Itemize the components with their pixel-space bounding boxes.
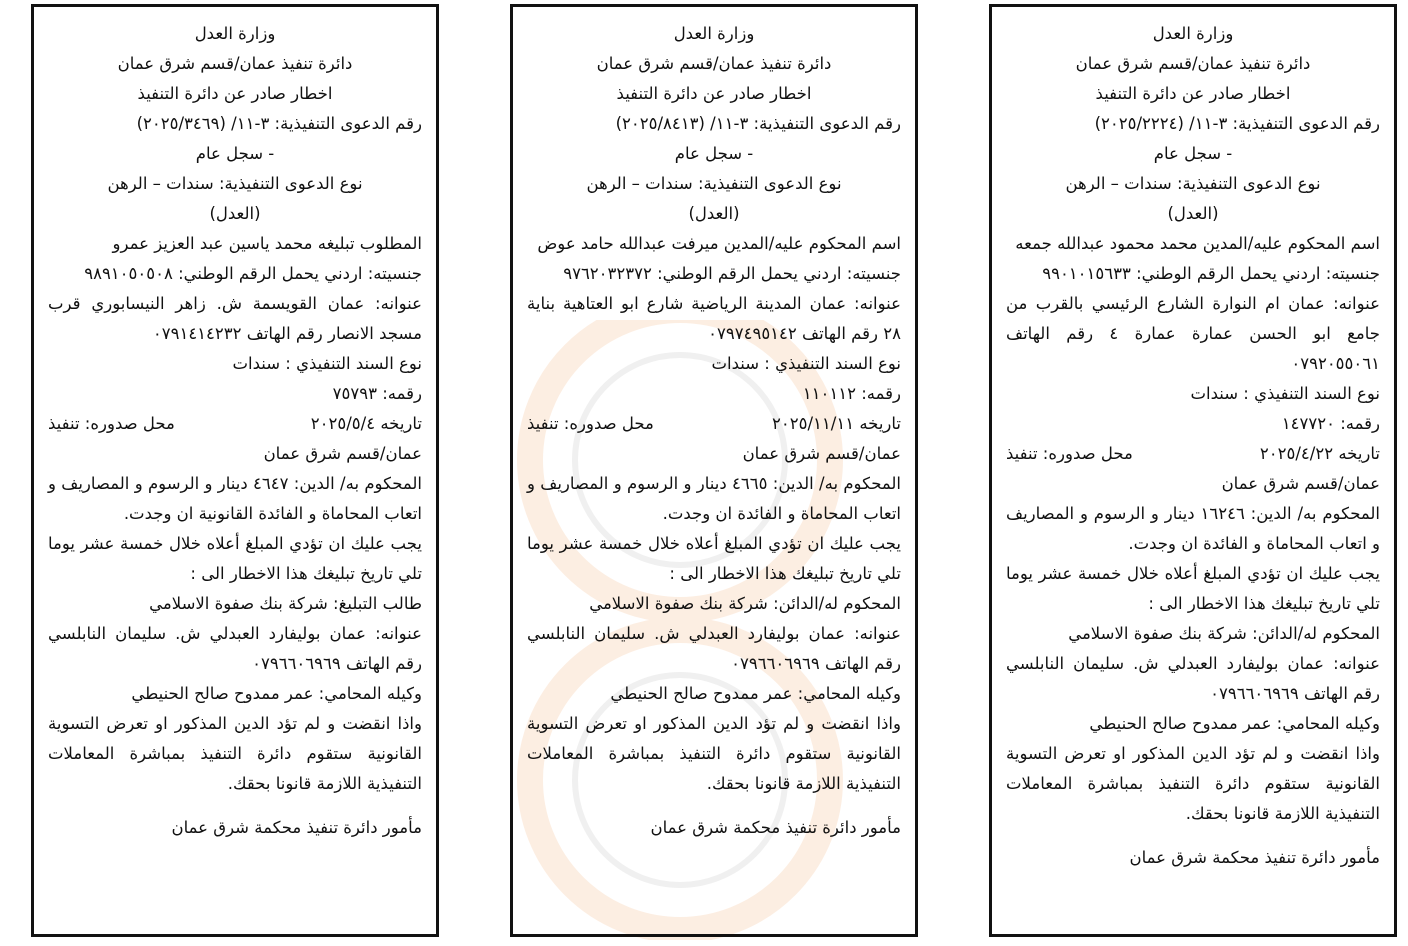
notice-middle	[510, 4, 918, 937]
notice-title: اخطار صادر عن دائرة التنفيذ	[1095, 84, 1291, 103]
nationality: جنسيته: اردني يحمل الرقم الوطني: ٩٩٠١٠١٥٦٣٣	[1042, 264, 1380, 283]
notice-left	[31, 4, 439, 937]
instrument-number: رقمه: ٧٥٧٩٣	[332, 384, 422, 403]
date-row	[1006, 439, 1380, 469]
issue-place-label: محل صدوره: تنفيذ	[527, 414, 654, 433]
signature: مأمور دائرة تنفيذ محكمة شرق عمان	[650, 818, 901, 837]
registry: - سجل عام	[674, 144, 754, 163]
debtor: اسم المحكوم عليه/المدين ميرفت عبدالله حامد عوض	[537, 234, 901, 253]
nationality: جنسيته: اردني يحمل الرقم الوطني: ٩٧٦٢٠٣٢٣٧٢	[563, 264, 901, 283]
demand: يجب عليك ان تؤدي المبلغ أعلاه خلال خمسة عشر يوما تلي تاريخ تبليغك هذا الاخطار الى :	[48, 534, 422, 583]
department: دائرة تنفيذ عمان/قسم شرق عمان	[1075, 54, 1311, 73]
ministry: وزارة العدل	[673, 24, 755, 43]
warning: واذا انقضت و لم تؤد الدين المذكور او تعرض التسوية القانونية ستقوم دائرة التنفيذ بمباشرة المعاملات التنفيذية اللازمة قانونا بحقك.	[48, 714, 422, 793]
case-type: نوع الدعوى التنفيذية: سندات – الرهن	[586, 174, 842, 193]
department: دائرة تنفيذ عمان/قسم شرق عمان	[596, 54, 832, 73]
notice-title: اخطار صادر عن دائرة التنفيذ	[137, 84, 333, 103]
demand: يجب عليك ان تؤدي المبلغ أعلاه خلال خمسة عشر يوما تلي تاريخ تبليغك هذا الاخطار الى :	[1006, 564, 1380, 613]
registry: - سجل عام	[195, 144, 275, 163]
instrument-number: رقمه: ١١٠١١٢	[802, 384, 901, 403]
registry: - سجل عام	[1153, 144, 1233, 163]
issue-place: عمان/قسم شرق عمان	[1221, 474, 1380, 493]
issue-place-label: محل صدوره: تنفيذ	[48, 414, 175, 433]
case-number: رقم الدعوى التنفيذية: ٣-١١/ (٢٠٢٥/٣٤٦٩)	[136, 114, 422, 133]
creditor: المحكوم له/الدائن: شركة بنك صفوة الاسلامي	[1068, 624, 1380, 643]
signature: مأمور دائرة تنفيذ محكمة شرق عمان	[1129, 848, 1380, 867]
notice-title: اخطار صادر عن دائرة التنفيذ	[616, 84, 812, 103]
date-row	[527, 409, 901, 439]
issue-place-label: محل صدوره: تنفيذ	[1006, 444, 1133, 463]
lawyer: وكيله المحامي: عمر ممدوح صالح الحنيطي	[131, 684, 422, 703]
judgment: المحكوم به/ الدين: ١٦٢٤٦ دينار و الرسوم و المصاريف و اتعاب المحاماة و الفائدة ان وجدت.	[1006, 504, 1380, 553]
case-type-note: (العدل)	[1167, 204, 1219, 223]
case-type: نوع الدعوى التنفيذية: سندات – الرهن	[1065, 174, 1321, 193]
issue-place: عمان/قسم شرق عمان	[263, 444, 422, 463]
nationality: جنسيته: اردني يحمل الرقم الوطني: ٩٨٩١٠٥٠٥٠٨	[84, 264, 422, 283]
instrument-type: نوع السند التنفيذي : سندات	[711, 354, 901, 373]
debtor: المطلوب تبليغه محمد ياسين عبد العزيز عمرو	[112, 234, 422, 253]
warning: واذا انقضت و لم تؤد الدين المذكور او تعرض التسوية القانونية ستقوم دائرة التنفيذ بمباشرة المعاملات التنفيذية اللازمة قانونا بحقك.	[527, 714, 901, 793]
creditor-address: عنوانه: عمان بوليفارد العبدلي ش. سليمان النابلسي رقم الهاتف ٠٧٩٦٦٠٦٩٦٩	[527, 624, 901, 673]
notice-right	[989, 4, 1397, 937]
warning: واذا انقضت و لم تؤد الدين المذكور او تعرض التسوية القانونية ستقوم دائرة التنفيذ بمباشرة المعاملات التنفيذية اللازمة قانونا بحقك.	[1006, 744, 1380, 823]
creditor-address: عنوانه: عمان بوليفارد العبدلي ش. سليمان النابلسي رقم الهاتف ٠٧٩٦٦٠٦٩٦٩	[1006, 654, 1380, 703]
case-type-note: (العدل)	[209, 204, 261, 223]
date: تاريخه ٢٠٢٥/١١/١١	[772, 414, 901, 433]
address: عنوانه: عمان القويسمة ش. زاهر النيسابوري قرب مسجد الانصار رقم الهاتف ٠٧٩١٤١٤٢٣٢	[48, 294, 422, 343]
ministry: وزارة العدل	[194, 24, 276, 43]
instrument-number: رقمه: ١٤٧٧٢٠	[1281, 414, 1380, 433]
date-row	[48, 409, 422, 439]
creditor: طالب التبليغ: شركة بنك صفوة الاسلامي	[149, 594, 422, 613]
demand: يجب عليك ان تؤدي المبلغ أعلاه خلال خمسة عشر يوما تلي تاريخ تبليغك هذا الاخطار الى :	[527, 534, 901, 583]
creditor: المحكوم له/الدائن: شركة بنك صفوة الاسلامي	[589, 594, 901, 613]
case-number: رقم الدعوى التنفيذية: ٣-١١/ (٢٠٢٥/٢٢٢٤)	[1094, 114, 1380, 133]
case-type-note: (العدل)	[688, 204, 740, 223]
case-number: رقم الدعوى التنفيذية: ٣-١١/ (٢٠٢٥/٨٤١٣)	[615, 114, 901, 133]
date: تاريخه ٢٠٢٥/٥/٤	[310, 414, 422, 433]
instrument-type: نوع السند التنفيذي : سندات	[1190, 384, 1380, 403]
signature: مأمور دائرة تنفيذ محكمة شرق عمان	[171, 818, 422, 837]
address: عنوانه: عمان المدينة الرياضية شارع ابو العتاهية بناية ٢٨ رقم الهاتف ٠٧٩٧٤٩٥١٤٢	[527, 294, 901, 343]
address: عنوانه: عمان ام النوارة الشارع الرئيسي بالقرب من جامع ابو الحسن عمارة عمارة ٤ رقم الهاتف ٠٧٩٢٠٥٥٠٦١	[1006, 294, 1380, 373]
ministry: وزارة العدل	[1152, 24, 1234, 43]
judgment: المحكوم به/ الدين: ٤٦٦٥ دينار و الرسوم و المصاريف و اتعاب المحاماة و الفائدة ان وجدت.	[527, 474, 901, 523]
debtor: اسم المحكوم عليه/المدين محمد محمود عبدالله جمعه	[1015, 234, 1380, 253]
lawyer: وكيله المحامي: عمر ممدوح صالح الحنيطي	[610, 684, 901, 703]
creditor-address: عنوانه: عمان بوليفارد العبدلي ش. سليمان النابلسي رقم الهاتف ٠٧٩٦٦٠٦٩٦٩	[48, 624, 422, 673]
issue-place: عمان/قسم شرق عمان	[742, 444, 901, 463]
judgment: المحكوم به/ الدين: ٤٦٤٧ دينار و الرسوم و المصاريف و اتعاب المحاماة و الفائدة القانونية ان وجدت.	[48, 474, 422, 523]
department: دائرة تنفيذ عمان/قسم شرق عمان	[117, 54, 353, 73]
lawyer: وكيله المحامي: عمر ممدوح صالح الحنيطي	[1089, 714, 1380, 733]
case-type: نوع الدعوى التنفيذية: سندات – الرهن	[107, 174, 363, 193]
instrument-type: نوع السند التنفيذي : سندات	[232, 354, 422, 373]
date: تاريخه ٢٠٢٥/٤/٢٢	[1259, 444, 1380, 463]
